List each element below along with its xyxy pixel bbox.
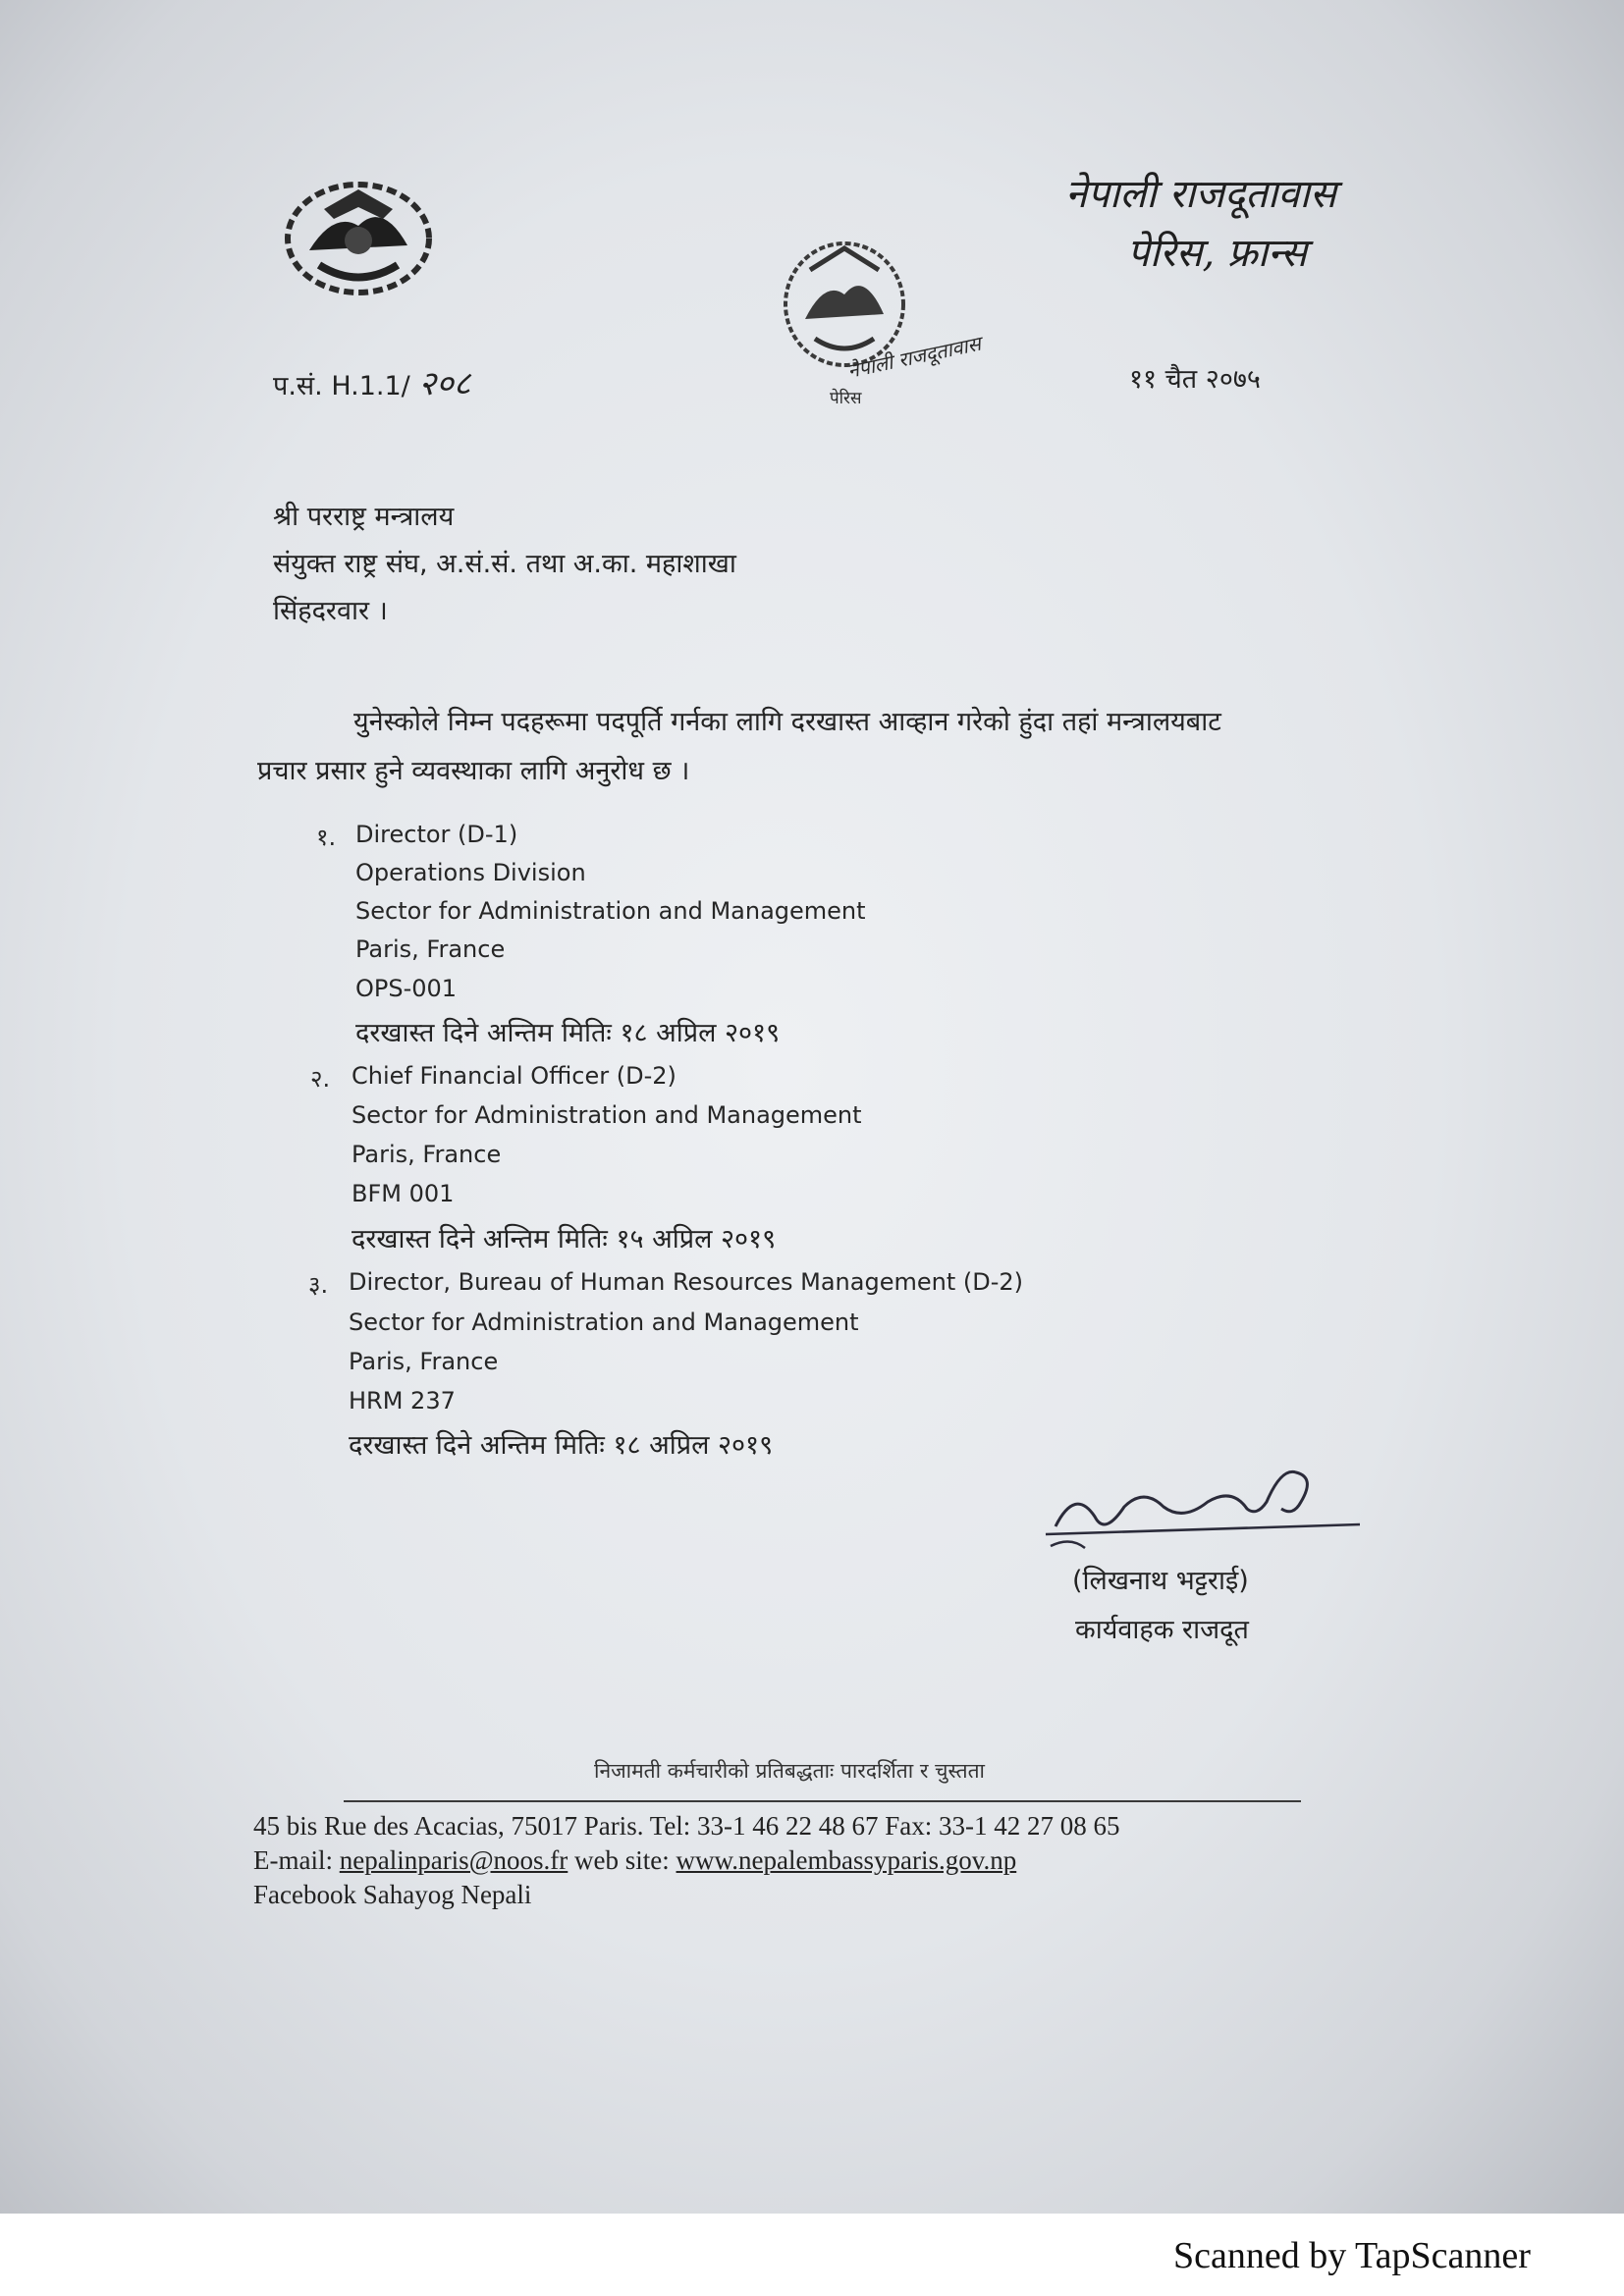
embassy-city: पेरिस, फ्रान्स xyxy=(1127,231,1308,276)
footer-contact xyxy=(253,1845,1016,1876)
nepal-emblem-icon xyxy=(280,172,437,299)
position-1-line: OPS-001 xyxy=(355,975,458,1002)
scanner-watermark: Scanned by TapScanner xyxy=(1173,2235,1531,2276)
body-line-1: युनेस्कोले निम्न पदहरूमा पदपूर्ति गर्नका लागि दरखास्त आव्हान गरेको हुंदा तहां मन्त्रालयबाट xyxy=(353,707,1221,737)
position-2-line: BFM 001 xyxy=(352,1180,455,1207)
embassy-name: नेपाली राजदूतावास xyxy=(1065,172,1336,217)
website-link[interactable]: www.nepalembassyparis.gov.np xyxy=(676,1845,1017,1875)
position-1-line: Paris, France xyxy=(355,935,506,963)
website-label: web site: xyxy=(574,1845,670,1875)
position-3-line: HRM 237 xyxy=(349,1387,456,1415)
email-link[interactable]: nepalinparis@noos.fr xyxy=(339,1845,568,1875)
position-3-deadline: दरखास्त दिने अन्तिम मितिः १८ अप्रिल २०१९ xyxy=(349,1430,774,1461)
handwritten-signature-icon xyxy=(1036,1448,1370,1575)
embassy-seal-icon xyxy=(751,221,983,408)
reference-number xyxy=(273,359,470,404)
recipient-line-3: सिंहदरवार । xyxy=(273,596,388,626)
recipient-line-1: श्री परराष्ट्र मन्त्रालय xyxy=(273,502,455,532)
signatory-name: (लिखनाथ भट्टराई) xyxy=(1072,1566,1249,1596)
position-1-deadline: दरखास्त दिने अन्तिम मितिः १८ अप्रिल २०१९ xyxy=(355,1018,781,1048)
signatory-designation: कार्यवाहक राजदूत xyxy=(1075,1615,1249,1645)
ref-handwritten-number: २०८ xyxy=(418,364,471,403)
position-3-number: ३. xyxy=(308,1271,329,1299)
position-1-line: Operations Division xyxy=(355,859,586,886)
position-2-title: Chief Financial Officer (D-2) xyxy=(352,1062,677,1090)
letter-date: ११ चैत २०७५ xyxy=(1129,364,1261,395)
body-line-2: प्रचार प्रसार हुने व्यवस्थाका लागि अनुरोध छ । xyxy=(257,756,690,786)
position-2-line: Paris, France xyxy=(352,1141,502,1168)
position-2-deadline: दरखास्त दिने अन्तिम मितिः १५ अप्रिल २०१९ xyxy=(352,1224,777,1255)
seal-text-bottom: पेरिस xyxy=(830,389,862,408)
seal-text-top: नेपाली राजदूतावास xyxy=(845,331,983,383)
ref-prefix: प.सं. H.1.1/ xyxy=(273,371,410,401)
footer-address: 45 bis Rue des Acacias, 75017 Paris. Tel: 33-1 46 22 48 67 Fax: 33-1 42 27 08 65 xyxy=(253,1811,1120,1841)
recipient-line-2: संयुक्त राष्ट्र संघ, अ.सं.सं. तथा अ.का. महाशाखा xyxy=(273,549,736,579)
position-2-line: Sector for Administration and Management xyxy=(352,1101,862,1129)
footer-facebook: Facebook Sahayog Nepali xyxy=(253,1880,532,1909)
email-label: E-mail: xyxy=(253,1845,333,1875)
footer-rule xyxy=(344,1800,1301,1802)
position-3-line: Paris, France xyxy=(349,1348,499,1375)
position-1-line: Sector for Administration and Management xyxy=(355,897,866,925)
position-3-line: Sector for Administration and Management xyxy=(349,1308,859,1336)
position-1-title: Director (D-1) xyxy=(355,821,518,848)
position-2-number: २. xyxy=(310,1065,331,1093)
footer-motto: निजामती कर्मचारीको प्रतिबद्धताः पारदर्शिता र चुस्तता xyxy=(594,1759,985,1783)
position-3-title: Director, Bureau of Human Resources Management (D-2) xyxy=(349,1268,1023,1296)
position-1-number: १. xyxy=(316,824,337,851)
